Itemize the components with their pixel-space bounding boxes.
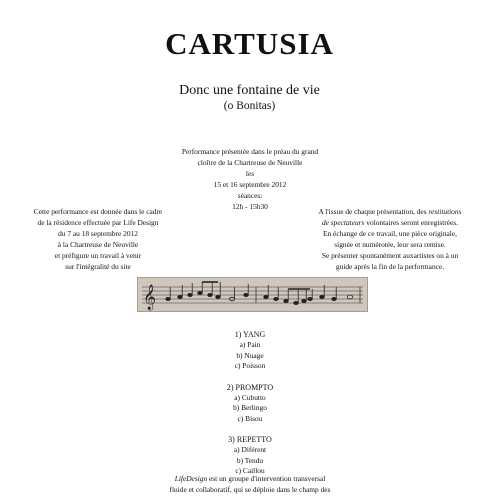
music-notes — [166, 282, 360, 305]
residence-line: du 7 au 18 septembre 2012 — [58, 229, 138, 238]
performance-line: les — [245, 169, 255, 178]
performance-line: Performance présentée dans le préau du grand — [181, 147, 319, 156]
residence-line: de la résidence effectuée par Life Design — [37, 218, 159, 227]
performance-line: 15 et 16 septembre 2012 — [213, 180, 287, 189]
residence-line: et préfigure un travail à venir — [54, 251, 142, 260]
footer-line: fluide et collaboratif, qui se déploie dans le champ des — [169, 485, 331, 494]
section-item: a) Cubutto — [234, 392, 266, 402]
performance-line: cloître de la Chartreuse de Neuville — [197, 158, 303, 167]
program-section — [150, 434, 350, 477]
program-section — [150, 382, 350, 425]
residence-line: sur l'intégralité du site — [65, 262, 131, 271]
spectator-line: En échange de ce travail, une pièce originale, — [323, 229, 457, 238]
subtitle-parenthetical: (o Bonitas) — [223, 100, 276, 112]
spectator-text: volontaires seront enregistrées. — [366, 218, 459, 227]
performance-line: séances: — [237, 191, 263, 200]
footer-text-rest: est un groupe d'intervention transversal — [209, 474, 326, 483]
music-staff-drawing — [138, 278, 367, 311]
spectator-line — [300, 217, 480, 228]
spectator-text: A l'issue de chaque présentation, des — [318, 207, 427, 216]
spectator-emphasis: restitutions — [428, 207, 462, 216]
footer-text — [120, 473, 380, 495]
program-sections — [150, 329, 350, 487]
footer-brand: LifeDesign — [174, 474, 208, 483]
performance-info — [130, 146, 370, 212]
section-title: 3) REPETTO — [228, 435, 272, 444]
spectator-emphasis: de spectateurs — [321, 218, 365, 227]
treble-clef-icon: 𝄞 — [143, 285, 157, 310]
section-item: b) Nuage — [236, 350, 264, 360]
section-item: c) Bisou — [237, 413, 263, 423]
spectator-line: signée et numérotée, leur sera remise. — [334, 240, 446, 249]
spectator-line — [300, 206, 480, 217]
section-item: b) Berlingo — [233, 403, 267, 412]
spectator-info — [300, 206, 480, 272]
section-title: 2) PROMPTO — [226, 382, 274, 392]
section-title: 1) YANG — [234, 330, 266, 339]
performance-line: 12h - 15h30 — [232, 202, 268, 211]
page-title: CARTUSIA — [165, 26, 334, 61]
footer-line — [120, 473, 380, 484]
subtitle: Donc une fontaine de vie — [179, 83, 320, 98]
section-item: a) Diférent — [233, 445, 267, 454]
spectator-line: guide après la fin de la performance. — [335, 262, 445, 271]
section-item: c) Caillou — [235, 466, 265, 475]
residence-line: à la Chartreuse de Neuville — [57, 240, 139, 249]
music-staff-image — [137, 277, 368, 312]
section-item: c) Poisson — [234, 361, 266, 370]
program-section — [150, 329, 350, 372]
section-item: a) Pain — [239, 340, 261, 349]
residence-line: Cette performance est donnée dans le cadre — [33, 207, 163, 216]
section-item: b) Tendu — [236, 455, 264, 465]
spectator-line: Se présenter spontanément auxartistes ou à un — [321, 251, 459, 260]
residence-info — [18, 206, 178, 272]
